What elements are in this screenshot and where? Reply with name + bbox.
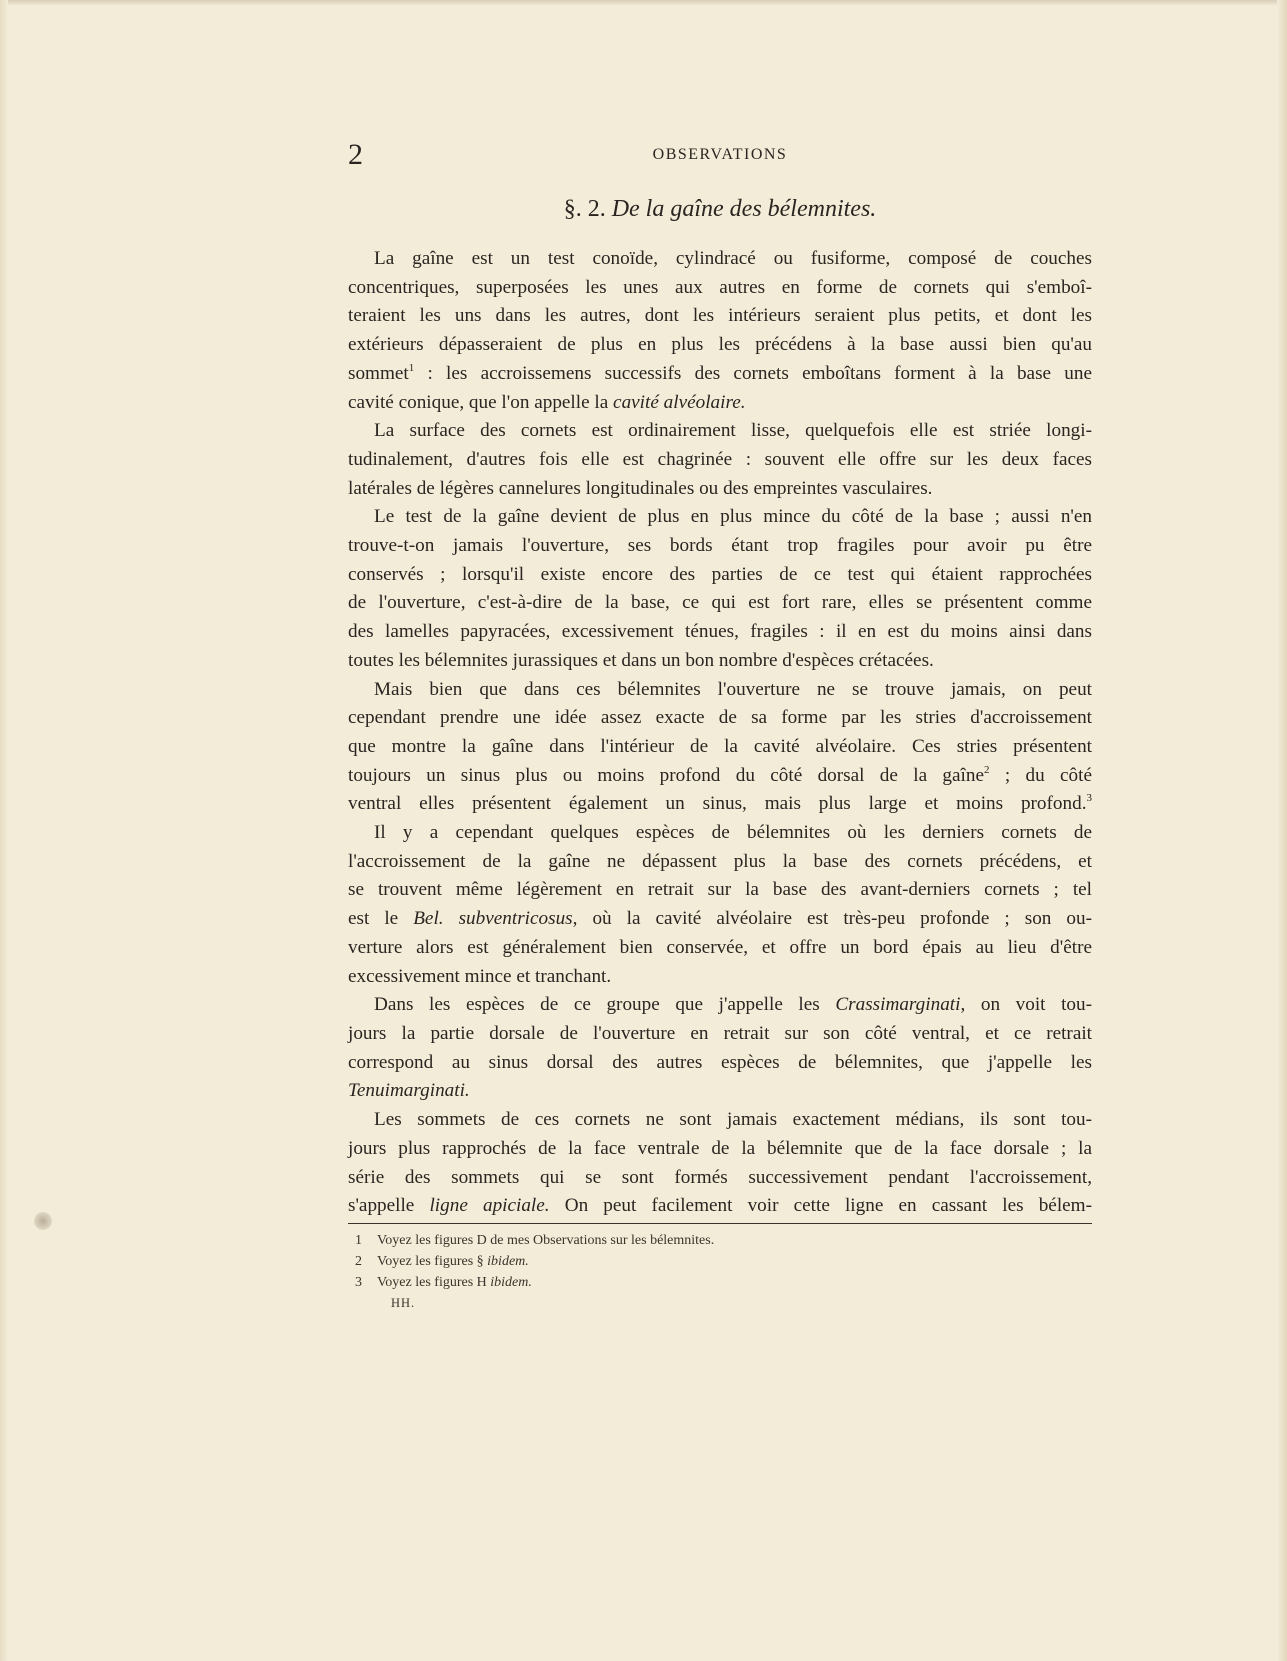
page-number: 2 [348, 138, 363, 171]
text-line: correspond au sinus dorsal des autres espèces de bélemnites, que j'appelle les [348, 1051, 1092, 1073]
text-line [348, 1192, 1092, 1221]
text-line: Il y a cependant quelques espèces de bélemnites où les derniers cornets de [374, 822, 1092, 844]
text-line: tudinalement, d'autres fois elle est chagrinée : souvent elle offre sur les deux faces [348, 448, 1092, 470]
text-run: ventral elles présentent également un sinus, mais plus large et moins profond. [348, 793, 1087, 815]
footnote-number: 2 [355, 1254, 362, 1269]
paragraph [348, 503, 1092, 675]
text-run: ; du côté [989, 764, 1092, 786]
running-title: OBSERVATIONS [652, 146, 788, 163]
text-run: On peut facilement voir cette ligne en cassant les bélem- [549, 1195, 1092, 1217]
paragraph [348, 819, 1092, 991]
footnote-italic: ibidem. [487, 1254, 529, 1269]
text-line: concentriques, superposées les unes aux autres en forme de cornets qui s'emboî- [348, 276, 1092, 298]
text-line: de l'ouverture, c'est-à-dire de la base, ce qui est fort rare, elles se présentent comme [348, 592, 1092, 614]
paragraph [348, 1106, 1092, 1221]
text-line: Les sommets de ces cornets ne sont jamais exactement médians, ils sont tou- [374, 1109, 1092, 1131]
footnotes [355, 1230, 1055, 1314]
paragraph [348, 417, 1092, 503]
paragraph [348, 991, 1092, 1106]
italic-term: cavité alvéolaire. [613, 391, 746, 413]
text-line: jours plus rapprochés de la face ventrale de la bélemnite que de la face dorsale ; la [348, 1137, 1092, 1159]
footnote-number: 1 [355, 1233, 362, 1248]
text-line [348, 762, 1092, 791]
footnote-text: Voyez les figures § [377, 1254, 488, 1269]
text-line: série des sommets qui se sont formés successivement pendant l'accroissement, [348, 1166, 1092, 1188]
text-line: Le test de la gaîne devient de plus en plus mince du côté de la base ; aussi n'en [374, 506, 1092, 528]
text-line: excessivement mince et tranchant. [348, 965, 612, 987]
footnote-rule [348, 1223, 1092, 1224]
page-top-edge [0, 0, 1287, 6]
italic-term: ligne apiciale. [429, 1195, 550, 1217]
text-run: est le [348, 908, 414, 930]
text-line: jours la partie dorsale de l'ouverture en retrait sur son côté ventral, et ce retrait [348, 1022, 1092, 1044]
footnote-ref: 1 [408, 361, 415, 374]
text-line [348, 360, 1092, 389]
footnote-ref: 2 [983, 763, 990, 776]
text-line: toutes les bélemnites jurassiques et dans un bon nombre d'espèces crétacées. [348, 649, 934, 671]
footnote-number: 3 [355, 1275, 362, 1290]
text-line: La surface des cornets est ordinairement lisse, quelquefois elle est striée longi- [374, 420, 1092, 442]
text-line: extérieurs dépasseraient de plus en plus les précédens à la base aussi bien qu'au [348, 334, 1092, 356]
text-line: trouve-t-on jamais l'ouverture, ses bords étant trop fragiles pour avoir pu être [348, 535, 1092, 557]
text-run: , on voit tou- [960, 994, 1092, 1016]
paragraph [348, 245, 1092, 417]
running-head [348, 140, 1092, 170]
text-line: cependant prendre une idée assez exacte de sa forme par les stries d'accroissement [348, 707, 1092, 729]
text-run: : les accroissemens successifs des cornets emboîtans forment à la base une [414, 362, 1092, 384]
paragraph [348, 676, 1092, 820]
text-line: teraient les uns dans les autres, dont les intérieurs seraient plus petits, et dont les [348, 305, 1092, 327]
text-run: s'appelle [348, 1195, 430, 1217]
text-run: , où la cavité alvéolaire est très-peu profonde ; son ou- [572, 908, 1092, 930]
footnote-italic: ibidem. [490, 1275, 532, 1290]
text-line: des lamelles papyracées, excessivement ténues, fragiles : il en est du moins ainsi dans [348, 621, 1092, 643]
text-line: verture alors est généralement bien conservée, et offre un bord épais au lieu d'être [348, 936, 1092, 958]
section-title: De la gaîne des bélemnites. [611, 196, 877, 222]
text-run: toujours un sinus plus ou moins profond du côté dorsal de la gaîne [348, 764, 984, 786]
footnote [355, 1251, 1055, 1272]
text-line: conservés ; lorsqu'il existe encore des parties de ce test qui étaient rapprochées [348, 563, 1092, 585]
text-line: La gaîne est un test conoïde, cylindracé ou fusiforme, composé de couches [374, 248, 1092, 269]
page-right-edge [1277, 0, 1287, 1661]
text-line [348, 389, 1092, 418]
text-line: Mais bien que dans ces bélemnites l'ouverture ne se trouve jamais, on peut [374, 678, 1092, 700]
footnote [355, 1230, 1055, 1251]
group-name: Tenuimarginati. [348, 1080, 470, 1102]
page-left-edge [0, 0, 8, 1661]
section-number: §. 2. [563, 196, 606, 222]
footnote [355, 1272, 1055, 1293]
text-line: que montre la gaîne dans l'intérieur de la cavité alvéolaire. Ces stries présentent [348, 735, 1092, 757]
footnote-text: Voyez les figures H [377, 1275, 491, 1290]
ink-smudge [34, 1212, 52, 1230]
text-line: latérales de légères cannelures longitudinales ou des empreintes vasculaires. [348, 477, 933, 499]
text-line [348, 991, 1092, 1020]
text-run: cavité conique, que l'on appelle la [348, 391, 614, 413]
text-line [348, 1077, 1092, 1106]
signature-mark: HH. [391, 1296, 416, 1310]
text-line: l'accroissement de la gaîne ne dépassent plus la base des cornets précédens, et [348, 850, 1092, 872]
footnote-text: Voyez les figures D de mes Observations sur les bélemnites. [377, 1233, 715, 1248]
species-name: Bel. subventricosus [413, 908, 573, 930]
text-run: Dans les espèces de ce groupe que j'appelle les [374, 994, 836, 1016]
text-line [348, 905, 1092, 934]
text-line [348, 790, 1092, 819]
group-name: Crassimarginati [835, 994, 961, 1016]
section-heading [348, 196, 1092, 223]
text-line: se trouvent même légèrement en retrait sur la base des avant-derniers cornets ; tel [348, 879, 1092, 901]
text-run: sommet [348, 362, 409, 384]
footnote-ref: 3 [1086, 792, 1092, 805]
body-text [348, 245, 1092, 1221]
